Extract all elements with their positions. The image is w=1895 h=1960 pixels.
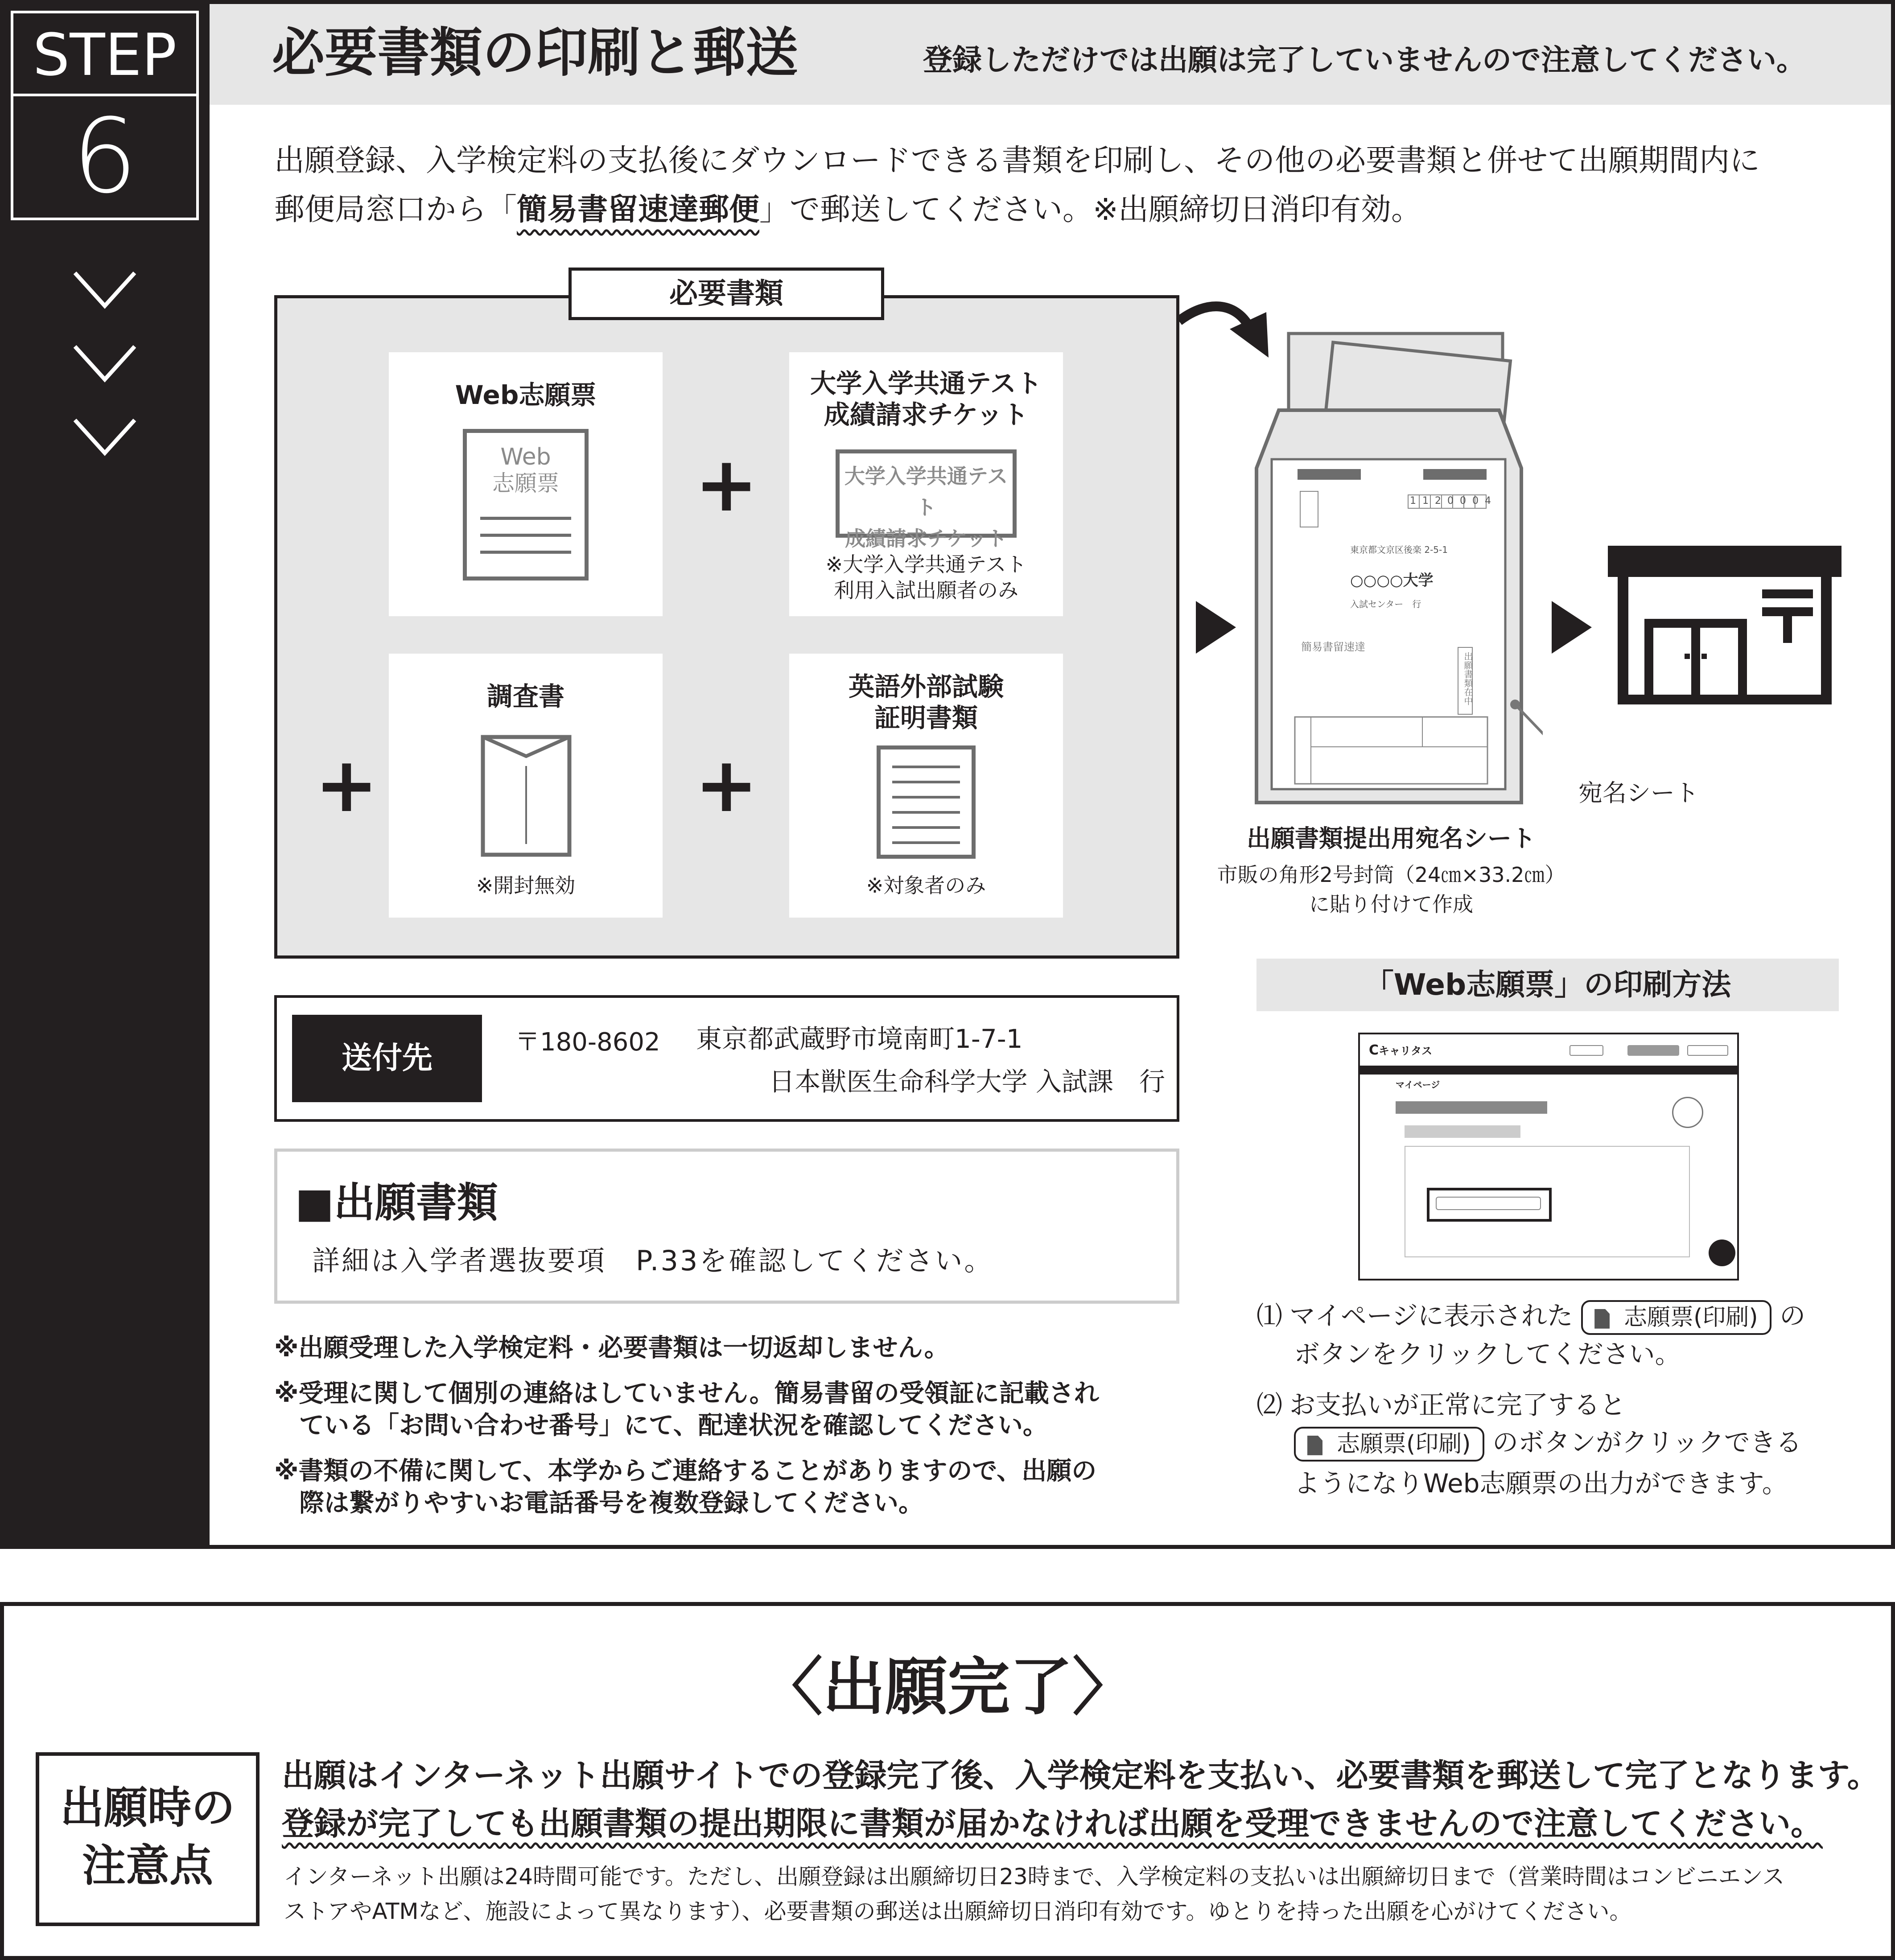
envelope-university bbox=[1350, 572, 1434, 589]
print-step1 bbox=[1256, 1297, 1872, 1335]
envelope-icon bbox=[481, 735, 572, 857]
card-note: ※対象者のみ bbox=[866, 873, 986, 898]
card-title: 大学入学共通テスト bbox=[810, 368, 1042, 399]
send-to-zip: 〒180-8602 bbox=[515, 1028, 660, 1057]
step-text: お支払いが正常に完了すると bbox=[1289, 1390, 1626, 1420]
play-arrow-icon bbox=[1196, 601, 1236, 654]
post-office-icon bbox=[1608, 546, 1841, 704]
step-sidebar bbox=[0, 0, 210, 1549]
icon-text: 志願票 bbox=[492, 470, 559, 496]
completion-title: 〈出願完了〉 bbox=[760, 1651, 1135, 1724]
button-label: 志願票(印刷) bbox=[1624, 1304, 1758, 1331]
application-docs-box bbox=[274, 1149, 1179, 1304]
note-item: ※出願受理した入学検定料・必要書類は一切返却しません。 bbox=[274, 1334, 949, 1363]
envelope-enclosed: 出願書類在中 bbox=[1462, 652, 1473, 705]
envelope-caption-title: 出願書類提出用宛名シート bbox=[1247, 824, 1536, 852]
step-number: ⑵ bbox=[1256, 1390, 1283, 1420]
envelope-kani: 簡易書留速達 bbox=[1301, 641, 1365, 653]
icon-text: Web bbox=[500, 444, 551, 470]
zip-digit: 1 bbox=[1422, 495, 1435, 506]
step-badge bbox=[11, 11, 199, 220]
card-title: Web志願票 bbox=[455, 380, 597, 410]
envelope-center: 入試センター 行 bbox=[1350, 599, 1421, 609]
chevron-down-icon bbox=[71, 415, 138, 459]
intro-line2-post: 」で郵送してください。※出願締切日消印有効。 bbox=[759, 192, 1422, 227]
completion-small1: インターネット出願は24時間可能です。ただし、出願登録は出願締切日23時まで、入学検定料の支払いは出願締切日まで（営業時間はコンビニエンス bbox=[284, 1864, 1785, 1890]
zip-digit: 1 bbox=[1410, 495, 1422, 506]
envelope-address: 東京都文京区後楽 2-5-1 bbox=[1350, 544, 1448, 555]
mypage-heading: マイページ bbox=[1396, 1079, 1440, 1090]
intro-line1: 出願登録、入学検定料の支払後にダウンロードできる書類を印刷し、その他の必要書類と併せて出願期間内に bbox=[274, 143, 1760, 178]
envelope-zip bbox=[1410, 495, 1497, 506]
card-title: 調査書 bbox=[486, 681, 564, 712]
card-title: 英語外部試験 bbox=[848, 671, 1004, 702]
document-icon bbox=[1307, 1436, 1322, 1455]
play-arrow-icon bbox=[1552, 601, 1592, 654]
send-to-address1: 東京都武蔵野市境南町1-7-1 bbox=[696, 1024, 1023, 1054]
note-item: ている「お問い合わせ番号」にて、配達状況を確認してください。 bbox=[274, 1411, 1048, 1440]
caution-box bbox=[36, 1752, 260, 1926]
step-number: 6 bbox=[72, 97, 138, 216]
send-to-box bbox=[274, 995, 1179, 1122]
intro-emphasis: 簡易書留速達郵便 bbox=[517, 192, 760, 227]
card-title: 成績請求チケット bbox=[824, 399, 1029, 430]
note-item: 際は繋がりやすいお電話番号を複数登録してください。 bbox=[274, 1489, 923, 1518]
plus-icon: + bbox=[695, 741, 758, 829]
university-name: ○○○○ bbox=[1350, 572, 1403, 589]
caution-title: 出願時の bbox=[60, 1783, 235, 1833]
caution-title: 注意点 bbox=[82, 1841, 213, 1891]
completion-line2: 登録が完了しても出願書類の提出期限に書類が届かなければ出願を受理できませんので注意してください。 bbox=[282, 1805, 1823, 1842]
mypage-screenshot bbox=[1358, 1033, 1739, 1281]
step-label: STEP bbox=[13, 13, 196, 96]
plus-icon: + bbox=[695, 441, 758, 529]
document-icon bbox=[463, 429, 589, 581]
print-step1-line2: ボタンをクリックしてください。 bbox=[1294, 1339, 1681, 1369]
icon-text: 大学入学共通テスト bbox=[844, 464, 1008, 519]
site-logo: Cキャリタス bbox=[1369, 1042, 1433, 1058]
docs-info-body: 詳細は入学者選抜要項 P.33を確認してください。 bbox=[312, 1244, 994, 1277]
print-step2 bbox=[1256, 1386, 1626, 1424]
plus-icon: + bbox=[315, 741, 379, 829]
send-to-label: 送付先 bbox=[292, 1015, 482, 1102]
card-survey-report bbox=[389, 654, 663, 918]
step-number: ⑴ bbox=[1256, 1301, 1283, 1331]
site-name: キャリタス bbox=[1379, 1045, 1433, 1057]
zip-digit: 2 bbox=[1435, 495, 1447, 506]
intro-line2 bbox=[274, 185, 1862, 235]
required-docs-label: 必要書類 bbox=[568, 268, 884, 320]
completion-line1: 出願はインターネット出願サイトでの登録完了後、入学検定料を支払い、必要書類を郵送して完了となります。 bbox=[282, 1757, 1879, 1794]
chevron-down-icon bbox=[71, 268, 138, 312]
print-step2-line3: ようになりWeb志願票の出力ができます。 bbox=[1294, 1468, 1788, 1499]
card-note: 利用入試出願者のみ bbox=[834, 578, 1018, 602]
step-text: のボタンがクリックできる bbox=[1492, 1427, 1802, 1458]
intro-line2-pre: 郵便局窓口から「 bbox=[274, 192, 517, 227]
send-to-address2: 日本獣医生命科学大学 入試課 行 bbox=[769, 1066, 1165, 1097]
completion-small2: ストアやATMなど、施設によって異なります）、必要書類の郵送は出願締切日消印有効です。ゆとりを持った出願を心がけてください。 bbox=[284, 1898, 1632, 1924]
page-title: 必要書類の印刷と郵送 bbox=[272, 22, 799, 83]
print-application-button[interactable] bbox=[1294, 1427, 1484, 1462]
zip-digit: 0 bbox=[1447, 495, 1460, 506]
university-suffix: 大学 bbox=[1403, 572, 1434, 589]
note-item: ※受理に関して個別の連絡はしていません。簡易書留の受領証に記載され bbox=[274, 1379, 1099, 1408]
button-label: 志願票(印刷) bbox=[1337, 1430, 1471, 1458]
print-method-title: 「Web志願票」の印刷方法 bbox=[1256, 959, 1839, 1011]
card-english-test bbox=[789, 654, 1063, 918]
envelope-sokutatsu: 速 達 bbox=[1363, 468, 1410, 482]
intro-text bbox=[274, 136, 1862, 235]
header-note: 登録しただけでは出願は完了していませんので注意してください。 bbox=[923, 43, 1806, 77]
address-sheet-label: 宛名シート bbox=[1578, 779, 1699, 807]
icon-text: 成績請求チケット bbox=[845, 527, 1007, 551]
card-note: ※開封無効 bbox=[476, 873, 576, 898]
zip-digit: 0 bbox=[1472, 495, 1485, 506]
zip-digit: 4 bbox=[1485, 495, 1497, 506]
notes-list bbox=[274, 1332, 1202, 1519]
note-item: ※書類の不備に関して、本学からご連絡することがありますので、出願の bbox=[274, 1457, 1097, 1486]
chevron-down-icon bbox=[71, 341, 138, 386]
step-text: の bbox=[1780, 1301, 1806, 1331]
ticket-icon bbox=[836, 449, 1017, 551]
card-web-application bbox=[389, 352, 663, 616]
envelope-caption-line1: 市販の角形2号封筒（24㎝×33.2㎝） bbox=[1217, 863, 1565, 887]
envelope-illustration bbox=[1248, 330, 1543, 807]
print-step2-line2 bbox=[1294, 1423, 1802, 1462]
step-text: マイページに表示された bbox=[1289, 1301, 1573, 1331]
document-icon bbox=[877, 745, 976, 859]
zip-digit: 0 bbox=[1460, 495, 1472, 506]
envelope-caption-line2: に貼り付けて作成 bbox=[1309, 892, 1473, 916]
card-note: ※大学入学共通テスト bbox=[825, 552, 1027, 576]
print-application-button[interactable] bbox=[1581, 1300, 1771, 1335]
card-title: 証明書類 bbox=[874, 703, 978, 733]
document-icon bbox=[1594, 1309, 1610, 1329]
card-common-test-ticket bbox=[789, 352, 1063, 616]
docs-info-title: ■出願書類 bbox=[295, 1179, 498, 1227]
